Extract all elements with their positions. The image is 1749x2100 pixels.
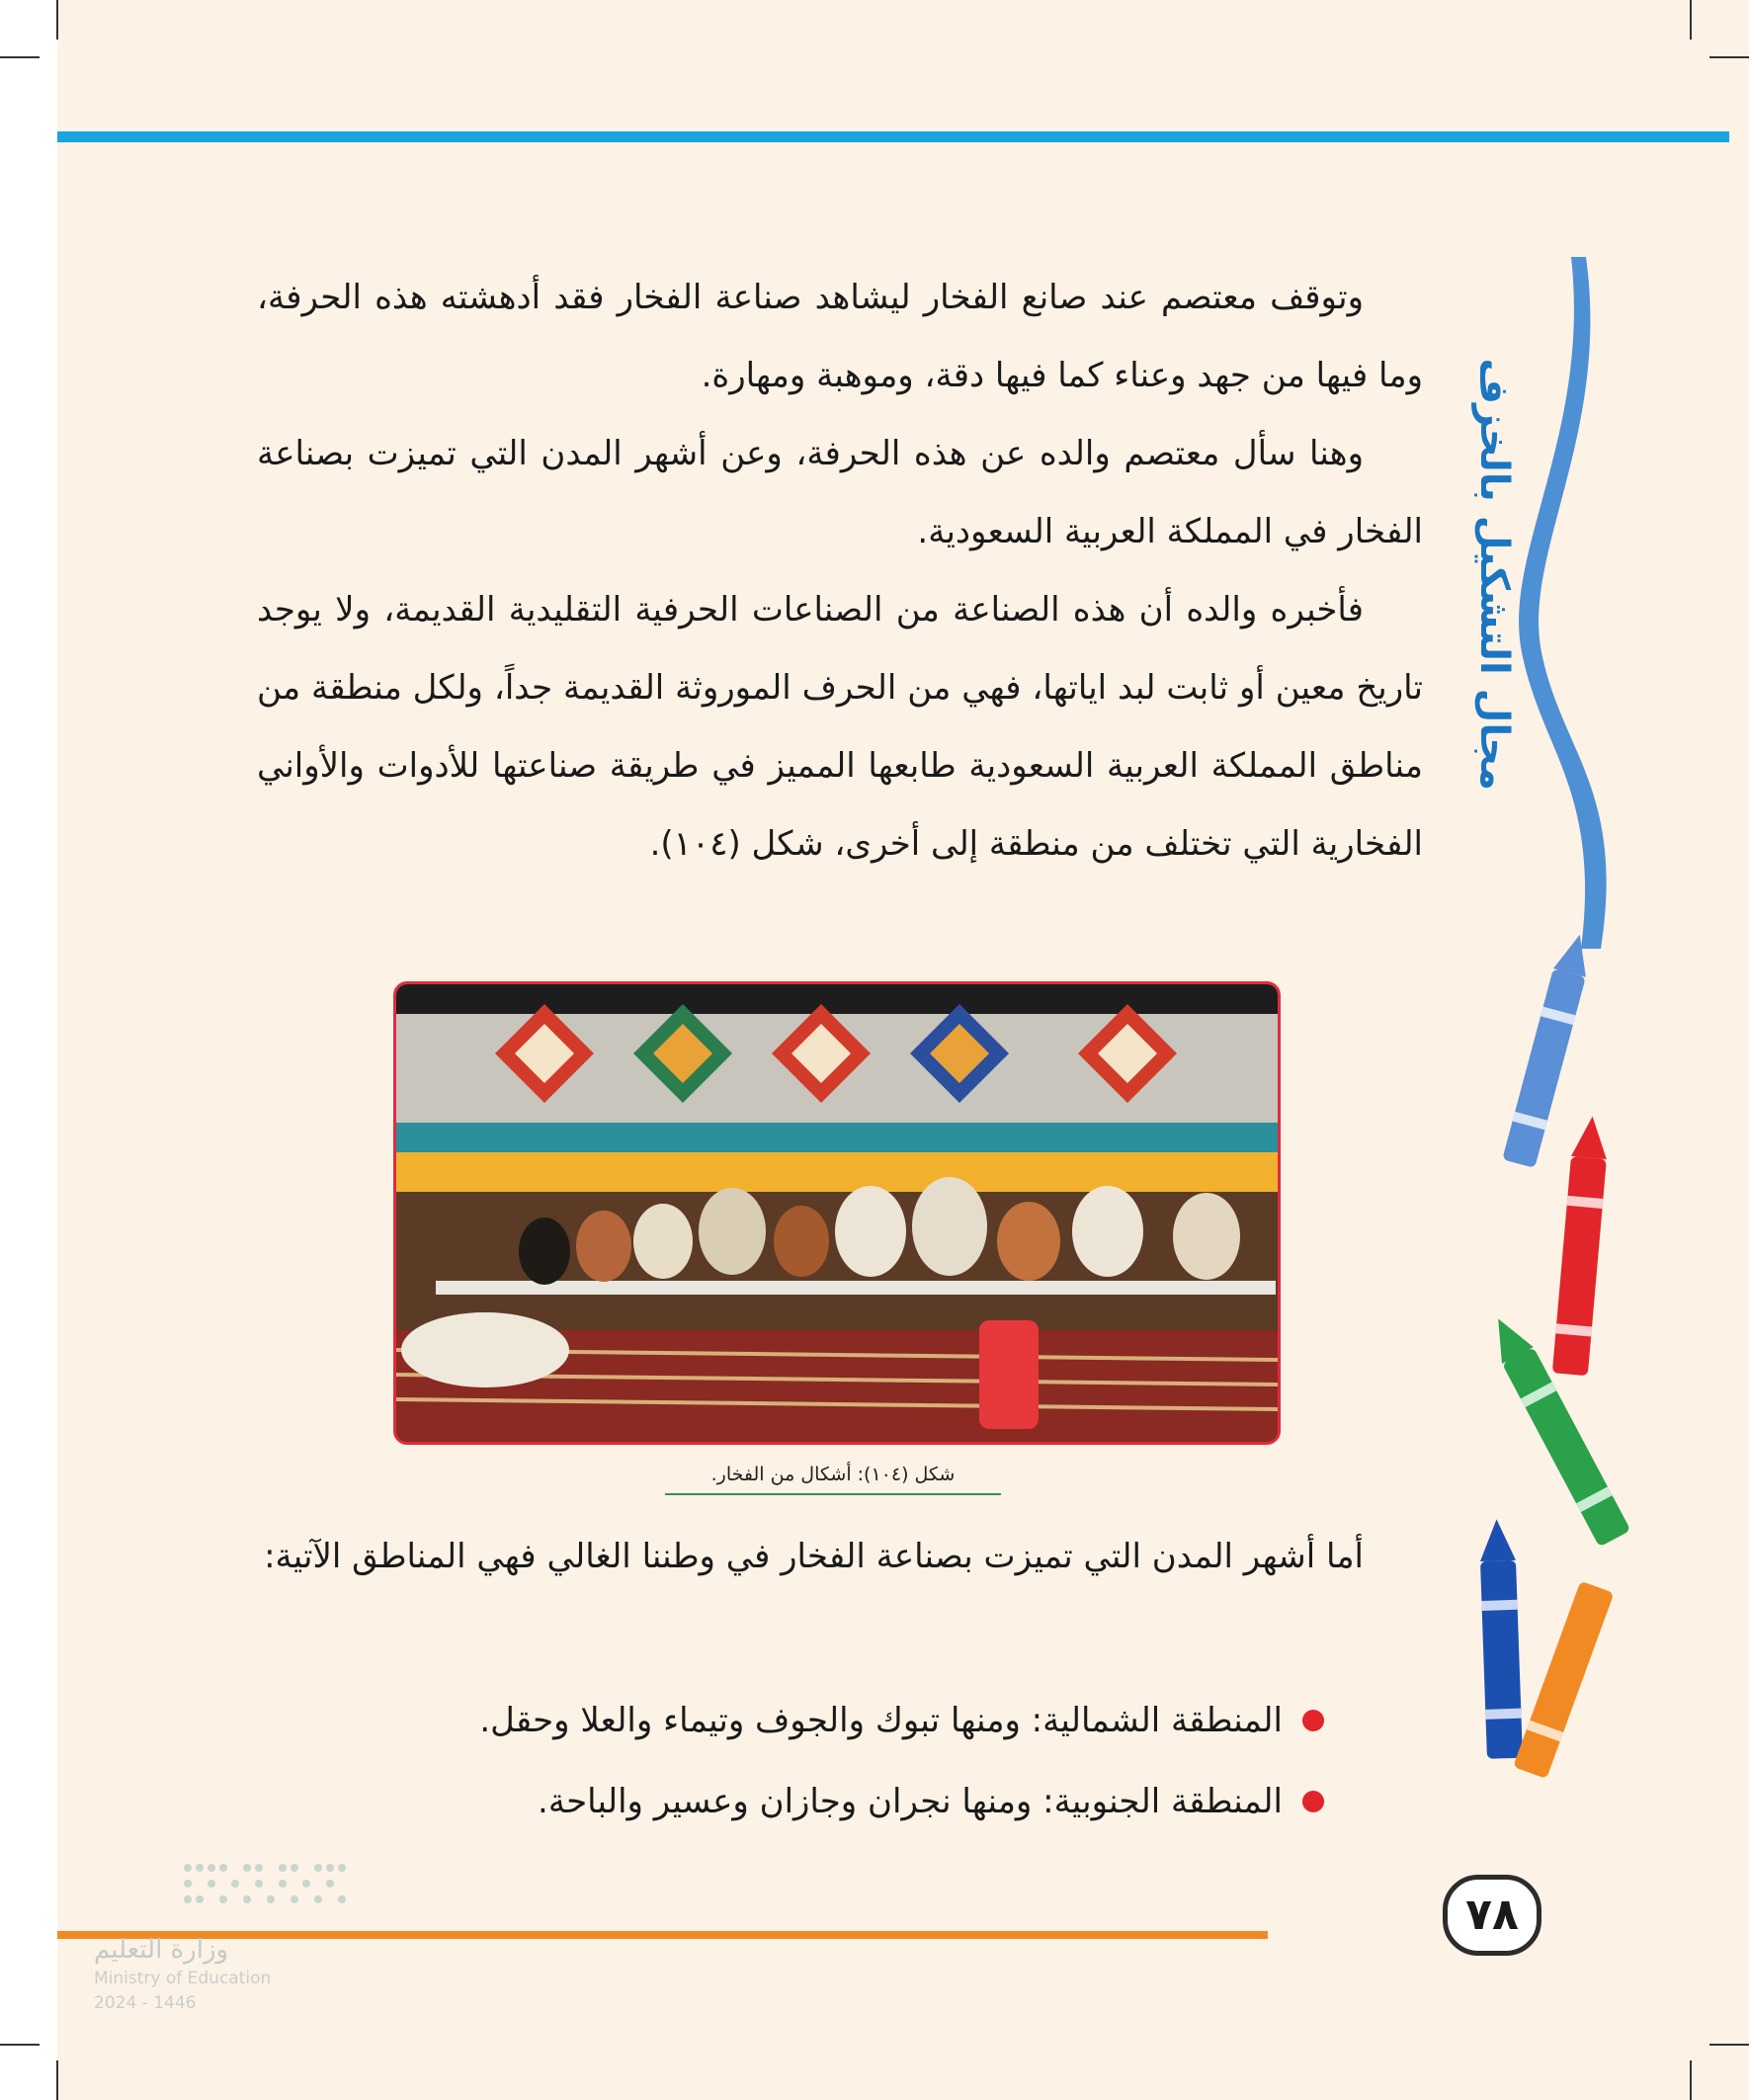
ministry-year: 2024 - 1446 (94, 1993, 197, 2013)
header-rule (57, 131, 1729, 142)
paragraph: وهنا سأل معتصم والده عن هذه الحرفة، وعن أشهر المدن التي تميزت بصناعة الفخار في المملكة العربية السعودية. (257, 434, 1423, 551)
crop-mark (0, 2044, 40, 2046)
paragraph: فأخبره والده أن هذه الصناعة من الصناعات الحرفية التقليدية القديمة، ولا يوجد تاريخ معين أو ثابت لبد اياتها، فهي من الحرف الموروثة القديمة جداً، ولكل منطقة من مناطق المملكة العربية السعودية طابعها المميز في طريقة صناعتها للأدوات والأواني الفخارية التي تختلف من منطقة إلى أخرى، شكل (١٠٤). (257, 590, 1423, 864)
page-number: ٧٨ (1443, 1875, 1541, 1956)
bullet-icon (1302, 1791, 1324, 1812)
ministry-logo-icon (178, 1858, 356, 1917)
regions-intro (257, 1518, 1423, 1596)
paragraph: وتوقف معتصم عند صانع الفخار ليشاهد صناعة الفخار فقد أدهشته هذه الحرفة، وما فيها من جهد وعناء كما فيها دقة، وموهبة ومهارة. (257, 278, 1423, 395)
bullet-icon (1302, 1710, 1324, 1731)
regions-list (435, 1680, 1324, 1842)
figure-caption: شكل (١٠٤): أشكال من الفخار. (665, 1464, 1001, 1495)
list-item: المنطقة الشمالية: ومنها تبوك والجوف وتيماء والعلا وحقل. (435, 1680, 1324, 1761)
crop-mark (1709, 56, 1749, 58)
side-title: مجال التشكيل بالخزف (1471, 358, 1517, 791)
crop-mark (0, 56, 40, 58)
crop-mark (56, 0, 58, 40)
ministry-name-en: Ministry of Education (94, 1969, 272, 1988)
pottery-photo (393, 981, 1281, 1445)
crop-mark (1690, 2060, 1692, 2100)
crop-mark (1690, 0, 1692, 40)
paragraph: أما أشهر المدن التي تميزت بصناعة الفخار في وطننا الغالي فهي المناطق الآتية: (264, 1537, 1364, 1576)
list-item: المنطقة الجنوبية: ومنها نجران وجازان وعسير والباحة. (435, 1761, 1324, 1842)
crop-mark (1709, 2044, 1749, 2046)
crop-mark (56, 2060, 58, 2100)
ministry-name-ar: وزارة التعليم (94, 1935, 229, 1965)
intro-text (257, 259, 1423, 883)
